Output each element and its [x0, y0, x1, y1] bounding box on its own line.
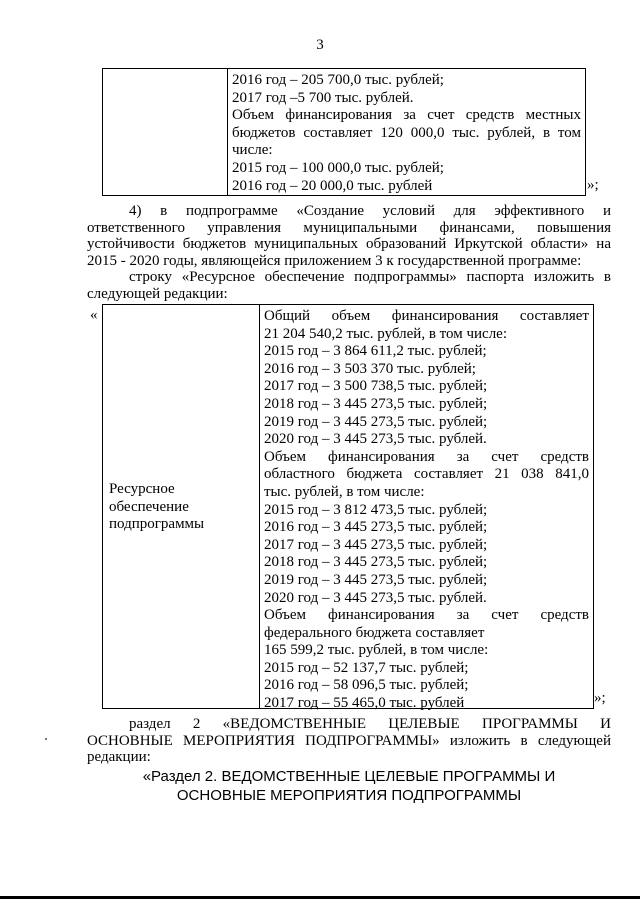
text-line: 165 599,2 тыс. рублей, в том числе: — [264, 642, 489, 659]
label-line: обеспечение — [109, 498, 189, 515]
text-line: раздел 2 «ВЕДОМСТВЕННЫЕ ЦЕЛЕВЫЕ ПРОГРАММЫ И — [129, 716, 611, 732]
text-line: 2017 год – 55 465,0 тыс. рублей — [264, 695, 465, 712]
paragraph-section-2 — [87, 716, 611, 766]
text-line: 21 204 540,2 тыс. рублей, в том числе: — [264, 325, 508, 342]
table-value-cell — [228, 69, 585, 195]
text-line: 2020 год – 3 445 273,5 тыс. рублей. — [264, 431, 487, 448]
text-line: 2019 год – 3 445 273,5 тыс. рублей; — [264, 571, 488, 588]
closing-quote-mark: »; — [594, 690, 606, 706]
text-line: 2015 год – 52 137,7 тыс. рублей; — [264, 659, 469, 676]
page-number: 3 — [316, 37, 324, 53]
text-line: 2016 год – 20 000,0 тыс. рублей — [232, 177, 433, 194]
text-line: Объем финансирования за счет средств — [264, 607, 589, 624]
closing-quote-mark: »; — [587, 177, 599, 193]
table-label-cell — [103, 305, 260, 708]
text-line: 2016 год – 3 445 273,5 тыс. рублей; — [264, 519, 488, 536]
text-line: 2018 год – 3 445 273,5 тыс. рублей; — [264, 395, 488, 412]
text-line: 2017 год – 3 445 273,5 тыс. рублей; — [264, 536, 488, 553]
text-line: бюджетов составляет 120 000,0 тыс. рублей, в том — [232, 124, 581, 141]
heading-line: ОСНОВНЫЕ МЕРОПРИЯТИЯ ПОДПРОГРАММЫ — [176, 787, 522, 804]
text-line: 2020 год – 3 445 273,5 тыс. рублей. — [264, 589, 487, 606]
text-line: 2019 год – 3 445 273,5 тыс. рублей; — [264, 413, 488, 430]
funding-table-continuation — [102, 68, 586, 196]
text-line: 2015 год – 100 000,0 тыс. рублей; — [232, 159, 444, 176]
text-line: 2015 год – 3 864 611,2 тыс. рублей; — [264, 343, 487, 360]
text-line: 2016 год – 58 096,5 тыс. рублей; — [264, 677, 469, 694]
text-line: ответственного управления муниципальными финансами, повышения — [87, 219, 611, 236]
text-line: Объем финансирования за счет средств — [264, 448, 589, 465]
text-line: ОСНОВНЫЕ МЕРОПРИЯТИЯ ПОДПРОГРАММЫ» изложить в следующей — [87, 732, 611, 749]
text-line: строку «Ресурсное обеспечение подпрограммы» паспорта изложить в — [129, 269, 611, 285]
resource-provision-table — [102, 304, 594, 712]
text-line: Объем финансирования за счет средств местных — [232, 107, 581, 124]
text-line: 2017 год –5 700 тыс. рублей. — [232, 89, 414, 106]
text-line: 2017 год – 3 500 738,5 тыс. рублей; — [264, 378, 488, 395]
text-line: устойчивости бюджетов муниципальных образований Иркутской области» на — [87, 236, 611, 252]
text-line: Общий объем финансирования составляет — [264, 308, 589, 324]
section-heading — [87, 767, 611, 805]
text-line: 2016 год – 3 503 370 тыс. рублей; — [264, 360, 476, 377]
text-line: тыс. рублей, в том числе: — [264, 483, 425, 500]
text-line: федерального бюджета составляет — [264, 624, 485, 641]
bottom-scan-border — [0, 896, 640, 899]
text-line: 2015 год – 3 812 473,5 тыс. рублей; — [264, 501, 488, 518]
text-line: областного бюджета составляет 21 038 841,0 — [264, 466, 589, 483]
scan-speck — [45, 738, 47, 740]
text-line: 2015 - 2020 годы, являющейся приложением 3 к государственной программе: — [87, 252, 582, 269]
text-line: 2018 год – 3 445 273,5 тыс. рублей; — [264, 554, 488, 571]
text-line: числе: — [232, 142, 273, 159]
table-label-cell — [103, 69, 228, 195]
opening-quote-mark: « — [90, 307, 98, 323]
text-line: следующей редакции: — [87, 285, 228, 302]
label-line: Ресурсное — [109, 481, 175, 497]
text-line: 4) в подпрограмме «Создание условий для эффективного и — [129, 203, 611, 219]
text-line: 2016 год – 205 700,0 тыс. рублей; — [232, 72, 444, 88]
paragraph-item-4 — [87, 203, 611, 302]
label-line: подпрограммы — [109, 516, 205, 533]
table-value-cell — [260, 305, 593, 712]
text-line: редакции: — [87, 749, 151, 765]
heading-line: «Раздел 2. ВЕДОМСТВЕННЫЕ ЦЕЛЕВЫЕ ПРОГРАММЫ И — [142, 768, 556, 785]
